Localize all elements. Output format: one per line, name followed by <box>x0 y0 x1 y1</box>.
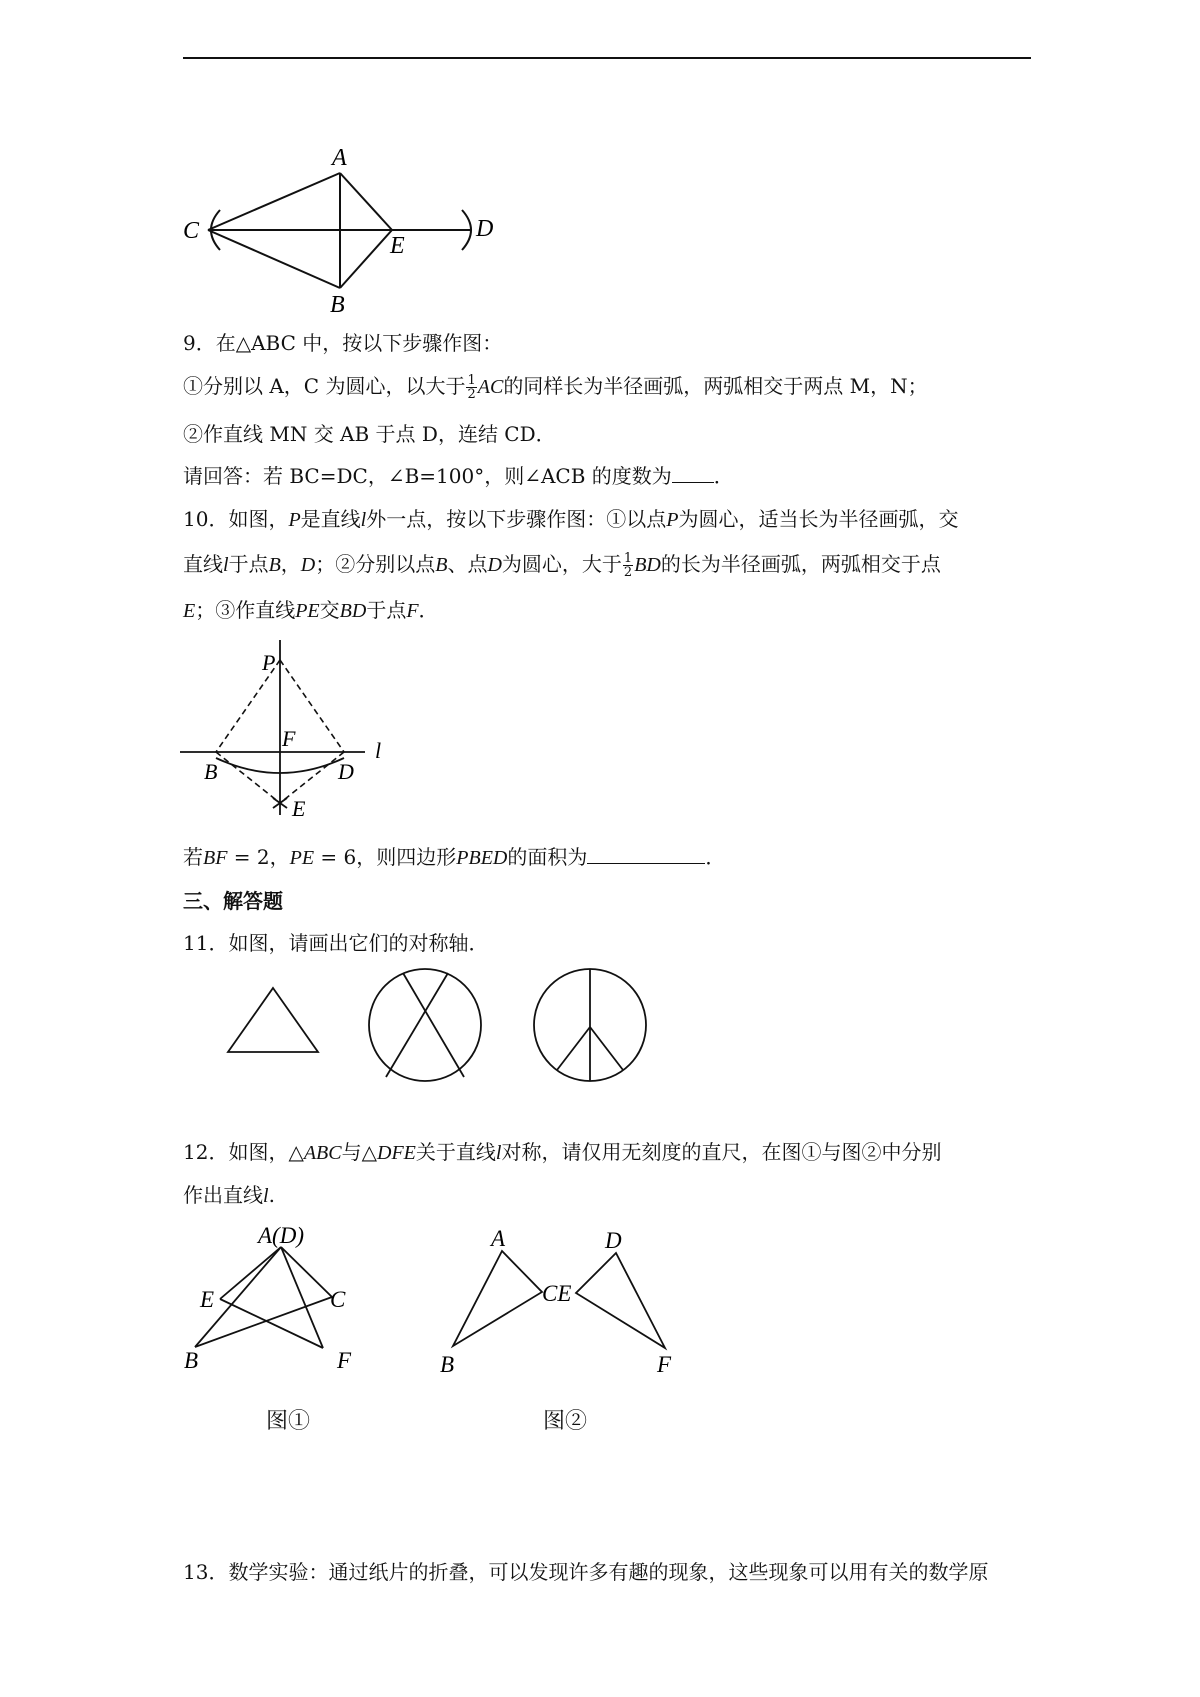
label-A-D: A(D) <box>258 1223 304 1248</box>
q9-question-text: 请回答：若 BC=DC，∠B=100°，则∠ACB 的度数为 <box>183 464 672 488</box>
var-PE: PE <box>295 600 320 622</box>
figure-q8-kite <box>180 140 520 320</box>
text: 10．如图， <box>183 507 289 531</box>
var-BD: BD <box>339 600 367 622</box>
answer-blank[interactable] <box>672 462 714 483</box>
text: 于点 <box>366 598 407 622</box>
fraction-half <box>466 374 476 401</box>
frac-num: 1 <box>467 373 476 388</box>
var-l: l <box>360 509 367 531</box>
var-l: l <box>263 1185 269 1207</box>
q10-line1 <box>183 505 958 534</box>
var-PE: PE <box>289 847 315 869</box>
text: = 2， <box>227 845 290 869</box>
text: 为圆心，大于 <box>501 552 622 576</box>
q11-text: 11．如图，请画出它们的对称轴． <box>183 931 489 955</box>
header-rule <box>183 57 1031 59</box>
var-D: D <box>300 554 316 576</box>
text: ；③作直线 <box>195 598 296 622</box>
q9-title: 9．在△ABC 中，按以下步骤作图： <box>183 331 503 355</box>
label-D: D <box>338 759 354 784</box>
label-CE: CE <box>542 1281 572 1306</box>
label-B: B <box>440 1352 455 1377</box>
var-DFE: DFE <box>377 1142 416 1164</box>
var-PBED: PBED <box>456 847 508 869</box>
label-A: A <box>491 1226 506 1251</box>
var-BF: BF <box>203 847 228 869</box>
text: 是直线 <box>300 507 361 531</box>
q9-question <box>183 462 734 490</box>
text: 外一点，按以下步骤作图：①以点 <box>366 507 667 531</box>
text: . <box>268 1183 275 1207</box>
q9-step1-pre: ①分别以 A，C 为圆心，以大于 <box>183 374 466 398</box>
figure-q12-2 <box>430 1220 700 1395</box>
circle-x-shape <box>369 969 481 1081</box>
frac-den: 2 <box>467 387 476 402</box>
text: 、点 <box>447 552 488 576</box>
fraction-half <box>623 552 633 579</box>
var-AC: AC <box>477 376 504 398</box>
q10-line2 <box>183 550 941 579</box>
text: ． <box>705 845 726 869</box>
text: ， <box>280 552 301 576</box>
label-B: B <box>184 1348 199 1373</box>
text: 若 <box>183 845 203 869</box>
figure-q10-construction <box>180 640 400 820</box>
triangle-shape <box>228 988 318 1052</box>
text: 作出直线 <box>183 1183 263 1207</box>
var-B: B <box>435 554 448 576</box>
label-E: E <box>292 796 306 821</box>
q12-line2 <box>183 1181 275 1210</box>
q9-question-end: ． <box>713 464 734 488</box>
var-ABC: ABC <box>303 1142 342 1164</box>
label-B: B <box>204 759 218 784</box>
label-A: A <box>332 145 347 171</box>
answer-blank[interactable] <box>587 843 705 864</box>
figure-q11-shapes <box>180 960 680 1090</box>
q9-step1 <box>183 372 928 401</box>
label-E: E <box>390 233 405 259</box>
figure-caption-2: 图② <box>543 1409 588 1434</box>
q10-line3 <box>183 596 439 625</box>
label-C: C <box>183 218 200 244</box>
var-P: P <box>666 509 679 531</box>
var-E: E <box>183 600 196 622</box>
text: 对称，请仅用无刻度的直尺，在图①与图②中分别 <box>501 1140 942 1164</box>
text: 关于直线 <box>415 1140 496 1164</box>
label-C: C <box>330 1287 346 1312</box>
label-l: l <box>375 738 382 763</box>
var-BD: BD <box>634 554 661 576</box>
q12-line1 <box>183 1138 941 1167</box>
text: 于点 <box>228 552 269 576</box>
var-P: P <box>288 509 301 531</box>
text: 直线 <box>183 552 223 576</box>
q13-text: 13．数学实验：通过纸片的折叠，可以发现许多有趣的现象，这些现象可以用有关的数学原 <box>183 1560 989 1584</box>
text: 为圆心，适当长为半径画弧，交 <box>678 507 959 531</box>
var-l: l <box>495 1142 502 1164</box>
label-F: F <box>657 1352 672 1377</box>
frac-num: 1 <box>623 551 633 566</box>
text: ． <box>418 598 439 622</box>
label-E: E <box>200 1287 215 1312</box>
section-title: 三、解答题 <box>183 889 283 913</box>
figure-q12-1 <box>180 1215 400 1385</box>
label-D: D <box>476 216 494 242</box>
var-l: l <box>223 554 229 576</box>
text: = 6，则四边形 <box>314 845 457 869</box>
text: 12．如图，△ <box>183 1140 304 1164</box>
frac-den: 2 <box>623 565 633 580</box>
q10-condition <box>183 843 725 872</box>
text: ；②分别以点 <box>315 552 436 576</box>
var-F: F <box>406 600 419 622</box>
label-F: F <box>282 726 296 751</box>
label-B: B <box>330 292 345 318</box>
figure-caption-1: 图① <box>266 1409 311 1434</box>
text: 的长为半径画弧，两弧相交于点 <box>660 552 941 576</box>
text: 与△ <box>341 1140 378 1164</box>
label-D: D <box>605 1228 622 1253</box>
var-B: B <box>268 554 281 576</box>
var-D: D <box>487 554 502 576</box>
label-P: P <box>262 650 276 675</box>
q9-step1-post: 的同样长为半径画弧，两弧相交于两点 M，N； <box>503 374 928 398</box>
text: 交 <box>319 598 340 622</box>
label-F: F <box>337 1348 352 1373</box>
text: 的面积为 <box>507 845 588 869</box>
q9-step2: ②作直线 MN 交 AB 于点 D，连结 CD． <box>183 422 556 446</box>
